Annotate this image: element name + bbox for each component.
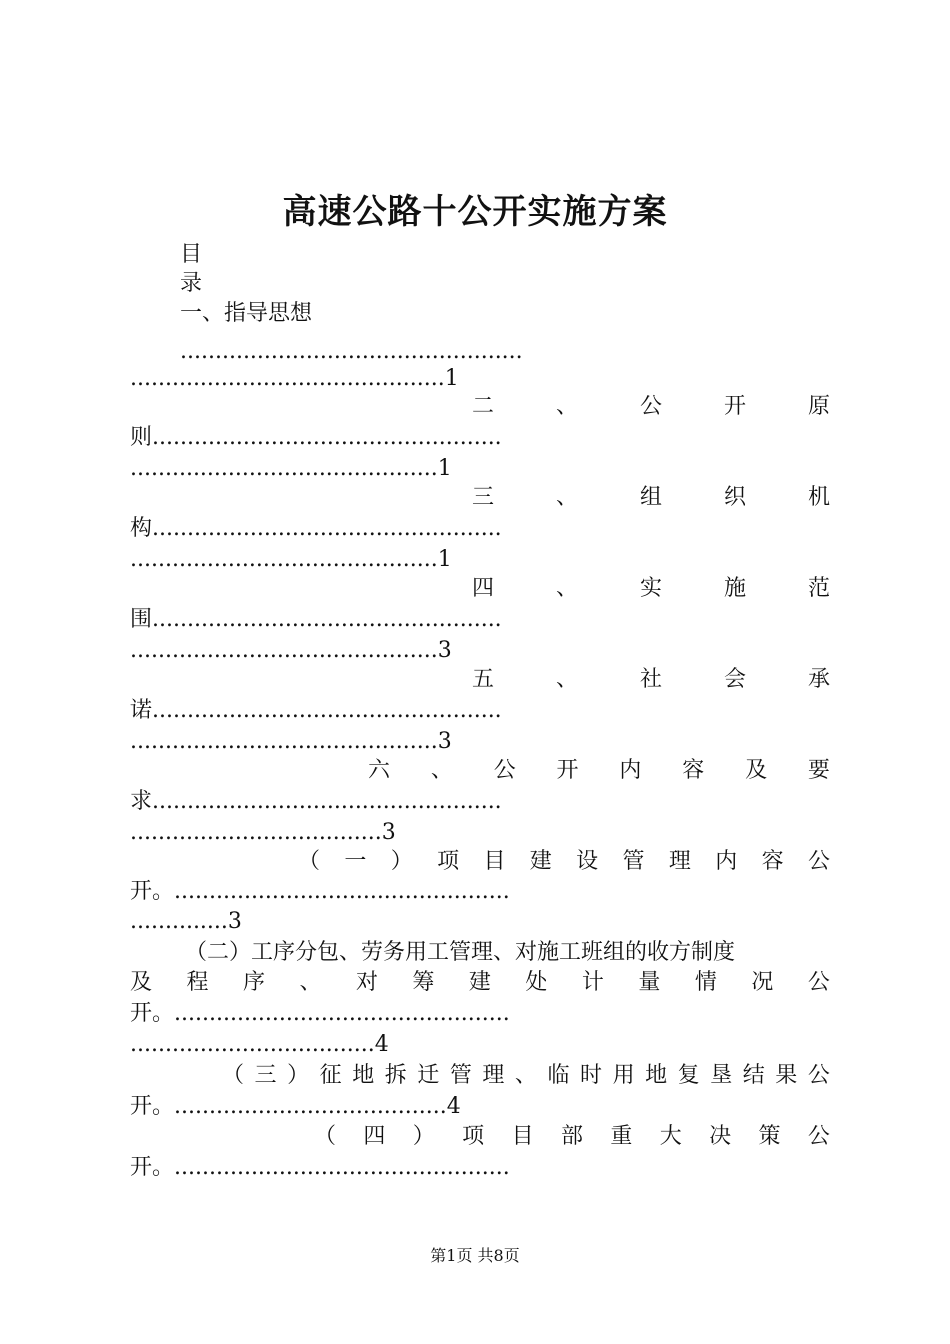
toc-char: 复 [677,1063,700,1088]
toc-entry-lead: 诺 [130,698,153,723]
toc-char: 目 [483,849,506,874]
toc-dots: ....................................... [174,1094,447,1119]
toc-char: ） [412,1124,435,1149]
toc-dot-line [130,787,830,817]
toc-char: 二 [472,394,495,419]
toc-entry-lead: 开。 [130,1001,175,1026]
toc-dots: ............................................ [130,638,438,663]
toc-dots: .................................... [130,820,382,845]
toc-dots: .................................................. [152,516,502,541]
toc-char: 理 [482,1063,505,1088]
toc-char: （ [222,1063,245,1088]
toc-char: 果 [775,1063,798,1088]
toc-char: 范 [807,576,830,601]
toc-entry-spread [472,574,830,604]
toc-char: 地 [352,1063,375,1088]
toc-dot-line [130,364,830,394]
toc-page-number: 3 [437,638,452,663]
document-title: 高速公路十公开实施方案 [282,192,668,232]
toc-dot-line [130,605,830,635]
toc-char: 迁 [417,1063,440,1088]
toc-char: 、 [555,394,578,419]
toc-dots: .................................................. [152,425,502,450]
toc-char: 、 [430,758,453,783]
toc-dots: ................................................ [174,879,510,904]
toc-char: 、 [555,576,578,601]
toc-dots: ............................................ [130,547,438,572]
toc-dot-line [130,818,830,848]
toc-entry-text [180,299,880,329]
toc-char: 项 [437,849,460,874]
toc-char: 结 [742,1063,765,1088]
toc-dot-line [130,423,830,453]
toc-page-number: 3 [227,909,242,934]
toc-dots: ............................................. [130,366,445,391]
toc-char: 一 [344,849,367,874]
toc-entry-lead: 开。 [130,1155,175,1180]
toc-entry-lead: 构 [130,516,153,541]
toc-dot-line [130,1153,830,1183]
toc-char: 四 [472,576,495,601]
toc-char: 容 [682,758,705,783]
toc-char: 决 [709,1124,732,1149]
toc-entry-spread [472,665,830,695]
toc-char: 、 [555,667,578,692]
toc-char: 公 [807,849,830,874]
toc-char: 组 [639,485,662,510]
toc-dots: .................................................. [152,607,502,632]
toc-char: （ [314,1124,337,1149]
toc-char: 开 [556,758,579,783]
toc-char: 社 [639,667,662,692]
toc-dot-line [130,877,830,907]
toc-entry-lead: 围 [130,607,153,632]
toc-char: 目 [511,1124,534,1149]
toc-char: 内 [619,758,642,783]
toc-char: 时 [580,1063,603,1088]
toc-dot-line [130,514,830,544]
toc-char: 公 [807,1063,830,1088]
toc-char: （ [298,849,321,874]
toc-dots: .................................................. [152,698,502,723]
toc-char: 量 [638,970,661,995]
toc-dot-line [180,337,830,367]
toc-entry-spread [130,968,830,998]
toc-char: 部 [560,1124,583,1149]
toc-dot-line [130,727,830,757]
toc-heading-char: 录 [180,271,203,296]
toc-char: 、 [555,485,578,510]
toc-char: 拆 [384,1063,407,1088]
toc-dots: ................................................ [174,1155,510,1180]
toc-heading-2 [180,269,880,299]
toc-dot-line [130,454,830,484]
toc-heading-char: 目 [180,242,203,267]
toc-char: 五 [472,667,495,692]
toc-char: 实 [639,576,662,601]
toc-char: 三 [472,485,495,510]
toc-entry-spread [472,392,830,422]
toc-dots: .............. [130,909,228,934]
toc-entry-spread [368,756,830,786]
toc-char: 公 [639,394,662,419]
toc-entry-lead: 求 [130,789,153,814]
toc-char: ） [287,1063,310,1088]
toc-page-number: 3 [381,820,396,845]
toc-dots: .................................................. [152,789,502,814]
toc-char: 公 [493,758,516,783]
toc-dot-line [130,696,830,726]
toc-dots: ............................................ [130,456,438,481]
toc-char: 垦 [710,1063,733,1088]
toc-entry-lead: 开。 [130,879,175,904]
toc-page-number: 4 [374,1032,389,1057]
toc-dot-line [130,999,830,1029]
toc-char: 设 [576,849,599,874]
toc-char: 、 [514,1063,537,1088]
toc-entry-spread [222,1061,830,1091]
toc-char: 筹 [412,970,435,995]
toc-char: ） [390,849,413,874]
toc-char: 地 [645,1063,668,1088]
toc-char: 程 [186,970,209,995]
toc-char: 序 [242,970,265,995]
toc-char: 情 [694,970,717,995]
toc-char: 机 [807,485,830,510]
toc-dots: ................................... [130,1032,375,1057]
toc-char: 建 [529,849,552,874]
toc-char: 容 [761,849,784,874]
toc-char: 对 [355,970,378,995]
toc-entry-lead: 则 [130,425,153,450]
toc-char: 四 [363,1124,386,1149]
toc-page-number: 1 [444,366,459,391]
toc-char: 织 [723,485,746,510]
toc-dots: ................................................ [174,1001,510,1026]
toc-heading-1 [180,240,880,270]
toc-char: 及 [130,970,153,995]
toc-dot-line [130,1030,830,1060]
toc-char: 及 [745,758,768,783]
toc-char: 策 [758,1124,781,1149]
toc-entry-label: 一、指导思想 [180,301,313,326]
toc-char: 征 [319,1063,342,1088]
toc-char: 原 [807,394,830,419]
toc-char: 公 [807,1124,830,1149]
toc-char: 理 [668,849,691,874]
toc-char: 承 [807,667,830,692]
toc-char: 计 [581,970,604,995]
toc-char: 大 [659,1124,682,1149]
toc-char: 临 [547,1063,570,1088]
toc-page-number: 1 [437,456,452,481]
toc-char: 、 [299,970,322,995]
toc-char: 要 [807,758,830,783]
toc-char: 管 [622,849,645,874]
page-footer: 第1页 共8页 [430,1246,520,1265]
toc-char: 处 [525,970,548,995]
toc-dot-line [130,545,830,575]
toc-entry-spread [472,483,830,513]
toc-char: 会 [723,667,746,692]
toc-entry-spread [314,1122,830,1152]
toc-entry-lead: 开。 [130,1094,175,1119]
toc-dots: ................................................. [180,339,523,364]
toc-page-number: 4 [446,1094,461,1119]
toc-entry-label: （二）工序分包、劳务用工管理、对施工班组的收方制度 [185,940,736,965]
toc-char: 况 [751,970,774,995]
toc-entry-text [185,938,830,968]
toc-dots: ............................................ [130,729,438,754]
toc-char: 项 [462,1124,485,1149]
toc-char: 内 [715,849,738,874]
toc-char: 三 [254,1063,277,1088]
toc-entry-spread [298,847,830,877]
toc-page-number: 3 [437,729,452,754]
toc-char: 建 [468,970,491,995]
toc-char: 开 [723,394,746,419]
toc-char: 管 [449,1063,472,1088]
toc-char: 用 [612,1063,635,1088]
toc-page-number: 1 [437,547,452,572]
toc-char: 公 [807,970,830,995]
toc-dot-line [130,907,830,937]
toc-dot-line [130,1092,830,1122]
toc-char: 施 [723,576,746,601]
toc-char: 重 [610,1124,633,1149]
toc-char: 六 [368,758,391,783]
toc-dot-line [130,636,830,666]
